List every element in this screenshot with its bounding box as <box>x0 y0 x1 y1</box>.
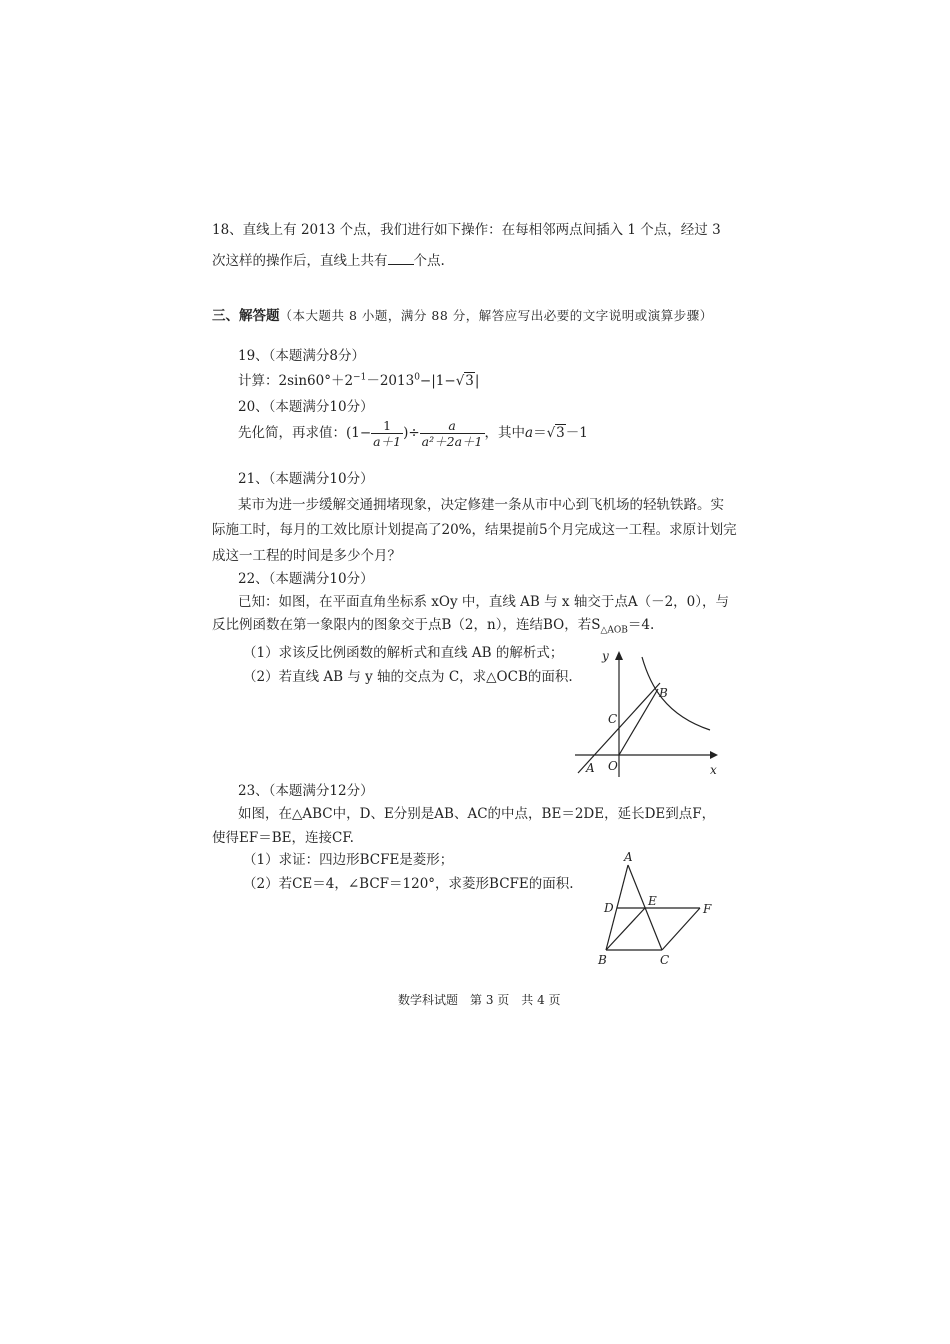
q19-prefix: 计算： <box>238 373 279 389</box>
q20-where-tail: －1 <box>565 425 588 441</box>
q19-exp-0: 0 <box>414 372 420 383</box>
label-c: C <box>608 712 618 726</box>
q20-fraction-1 <box>371 418 403 449</box>
q22-line2-pre: 反比例函数在第一象限内的图象交于点B（2，n），连结BO，若S <box>212 617 601 633</box>
q22-area-subscript: △AOB <box>600 625 628 636</box>
label-a: A <box>586 761 595 775</box>
q20-where-var: a <box>525 425 534 441</box>
segment-cf <box>662 908 700 950</box>
q21-line2: 际施工时，每月的工效比原计划提高了20%，结果提前5个月完成这一工程。求原计划完 <box>212 522 737 538</box>
q19-expr-b: －2013 <box>366 373 415 389</box>
q20-frac1-numerator: 1 <box>371 418 403 434</box>
q23-rhombus-figure <box>590 845 720 970</box>
label-d: D <box>604 901 614 915</box>
q20-frac2-numerator: a <box>420 418 485 434</box>
q23-part2: （2）若CE＝4，∠BCF＝120°，求菱形BCFE的面积. <box>243 876 574 892</box>
section-3-note: （本大题共 8 小题，满分 88 分，解答应写出必要的文字说明或演算步骤） <box>279 308 713 323</box>
label-e: E <box>648 894 657 908</box>
q20-frac1-denominator: a＋1 <box>373 434 402 449</box>
q18-line1: 18、直线上有 2013 个点，我们进行如下操作：在每相邻两点间插入 1 个点，经过 3 <box>212 222 721 238</box>
label-b: B <box>659 686 668 700</box>
label-c: C <box>660 953 670 967</box>
q19-expression: 计算：$2\sin 60^\circ+2^{-1}-2013^0-|1-√3|$ <box>238 372 480 389</box>
q20-prefix: 先化简，再求值： <box>238 425 346 441</box>
q19-exp-neg1: −1 <box>353 372 367 383</box>
label-o: O <box>608 759 618 773</box>
y-axis-arrow <box>615 651 623 660</box>
q22-line2 <box>212 613 654 636</box>
q21-line1: 某市为进一步缓解交通拥堵现象，决定修建一条从市中心到飞机场的轻轨铁路。实 <box>238 497 724 513</box>
q19-header: 19、（本题满分8分） <box>238 348 366 364</box>
answer-blank <box>388 252 414 265</box>
q20-where-eq: ＝ <box>533 425 547 441</box>
section-3-heading <box>212 304 713 324</box>
q20-expression: 先化简，再求值：(1− $\frac{1}{a+1}$ )÷ $\frac{a}{\text{a²＋2a＋1}}$ ，其中a＝√3－1 <box>238 418 588 449</box>
q23-header: 23、（本题满分12分） <box>238 783 374 799</box>
q18-line2 <box>212 249 445 269</box>
q18-line2-pre: 次这样的操作后，直线上共有 <box>212 253 388 269</box>
q23-line1: 如图，在△ABC中，D、E分别是AB、AC的中点，BE＝2DE，延长DE到点F， <box>238 806 716 822</box>
label-f: F <box>703 902 712 916</box>
q22-part1: （1）求该反比例函数的解析式和直线 AB 的解析式； <box>243 645 564 661</box>
page-footer: 数学科试题 第 3 页 共 4 页 <box>398 993 561 1007</box>
label-y: y <box>602 649 609 663</box>
q20-where: ，其中 <box>484 425 525 441</box>
label-x: x <box>710 763 717 777</box>
label-a: A <box>624 850 633 864</box>
q19-expr-a: 2sin60°＋2 <box>278 373 354 389</box>
q19-expr-d: | <box>474 373 480 389</box>
q21-line3: 成这一工程的时间是多少个月？ <box>212 548 401 564</box>
q20-where-sqrt: 3 <box>556 425 565 441</box>
q23-line2: 使得EF＝BE，连接CF. <box>212 830 354 846</box>
label-b: B <box>598 953 607 967</box>
q20-close-div: )÷ <box>403 425 420 441</box>
q18-line2-post: 个点. <box>413 253 445 269</box>
section-3-title: 三、解答题 <box>212 308 280 324</box>
q19-sqrt-arg: 3 <box>465 373 474 389</box>
q22-part2: （2）若直线 AB 与 y 轴的交点为 C，求△OCB的面积. <box>243 669 573 685</box>
q20-frac2-denominator: a²＋2a＋1 <box>421 434 483 449</box>
q23-part1: （1）求证：四边形BCFE是菱形； <box>243 852 454 868</box>
q22-line1: 已知：如图，在平面直角坐标系 xOy 中，直线 AB 与 x 轴交于点A（－2，0），与 <box>238 594 730 610</box>
q20-header: 20、（本题满分10分） <box>238 399 374 415</box>
hyperbola-curve <box>642 657 710 730</box>
q22-line2-post: ＝4. <box>627 617 655 633</box>
x-axis-arrow <box>710 751 718 759</box>
q20-fraction-2 <box>420 418 485 449</box>
q19-expr-c: −|1− <box>419 373 456 389</box>
q21-header: 21、（本题满分10分） <box>238 471 374 487</box>
q20-open: (1− <box>346 425 372 441</box>
q22-header: 22、（本题满分10分） <box>238 571 374 587</box>
q22-coordinate-figure <box>570 645 730 780</box>
